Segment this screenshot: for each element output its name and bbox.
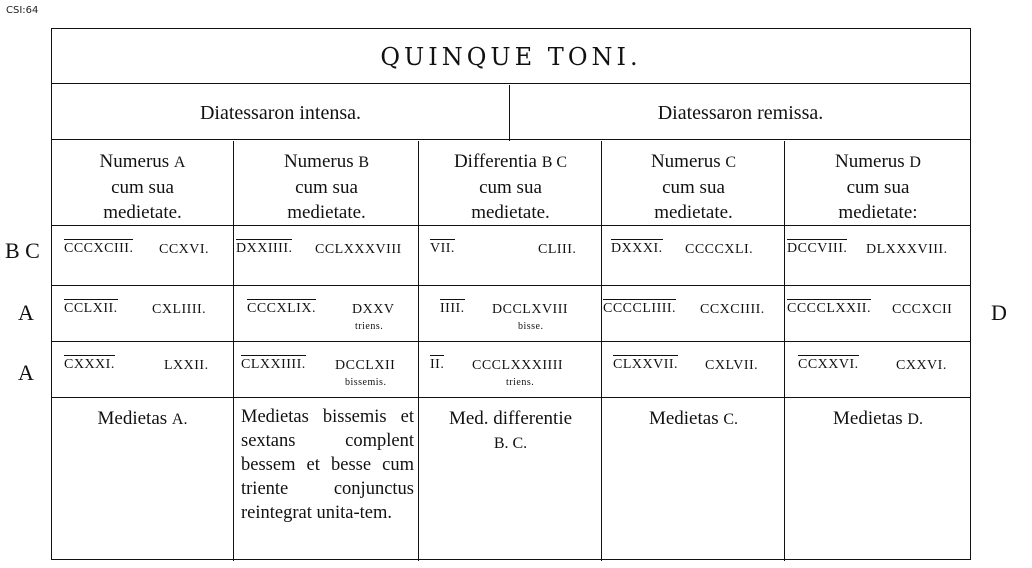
page-label: CSI:64 [6,5,39,16]
cell-fraction: bisse. [518,321,544,332]
medietas-c [603,399,784,561]
cell-number: DXXXI. [611,241,663,256]
col-head-word: Numerus [99,151,170,172]
table-cell [52,227,233,279]
table-title: QUINQUE TONI. [380,43,642,71]
medietas-letter: D. [907,411,923,428]
cell-half: CCCCXLI. [685,242,754,257]
table-cell [603,227,784,279]
cell-number: CCCXLIX. [247,301,316,316]
col-head-letter: B C [541,154,568,171]
divider [509,85,510,141]
cell-number: VII. [430,241,455,256]
cell-number: CLXXVII. [613,357,679,372]
table-cell [420,287,601,339]
subheader-intensa: Diatessaron intensa. [199,101,362,124]
cell-half: CCCXCII [892,302,953,317]
row-label-a-2: A [18,360,34,385]
divider [784,141,785,561]
column-header-c [603,141,784,227]
divider [601,141,602,561]
col-head-line2: cum sua [846,177,910,198]
cell-half: DLXXXVIII. [866,242,948,257]
row-label-bc: B C [5,238,40,263]
divider [52,397,970,398]
cell-half: CXLIIII. [152,302,207,317]
cell-half: CCXVI. [159,242,210,257]
cell-fraction: bissemis. [345,377,387,388]
col-head-letter: D [909,154,921,171]
row-label-d: D [991,300,1007,325]
cell-half: CCLXXXVIII [315,242,402,257]
table-cell [235,287,418,339]
col-head-line3: medietate. [287,202,366,223]
table-cell [786,343,970,395]
divider [233,141,234,561]
col-head-line2: cum sua [111,177,174,198]
col-head-letter: B [358,154,370,171]
subheader-remissa: Diatessaron remissa. [657,101,824,124]
cell-number: CCCCLXXII. [787,301,871,316]
column-header-bc [420,141,601,227]
col-head-line3: medietate. [654,202,733,223]
cell-half: CXLVII. [705,358,759,373]
col-head-word: Numerus [283,151,354,172]
cell-half: CCCLXXXIIII [472,358,564,373]
medietas-a [52,399,233,561]
cell-half: CLIII. [538,242,577,257]
medietas-b [235,399,418,561]
cell-half: DCCLXII [335,358,396,373]
medietas-d [786,399,970,561]
row-label-a-1: A [18,300,34,325]
cell-number: IIII. [440,301,465,316]
divider [418,141,419,561]
cell-half: DCCLXVIII [492,302,569,317]
cell-number: CXXXI. [64,357,115,372]
col-head-line3: medietate: [838,202,918,223]
cell-number: CCXXVI. [798,357,859,372]
table-cell [235,227,418,279]
cell-fraction: triens. [506,377,535,388]
divider [52,341,970,342]
col-head-word: Numerus [650,151,721,172]
cell-half: DXXV [352,302,395,317]
col-head-line2: cum sua [479,177,542,198]
col-head-letter: A [173,154,186,171]
cell-fraction: triens. [355,321,384,332]
col-head-line3: medietate. [103,202,182,223]
col-head-line2: cum sua [295,177,358,198]
table-cell [235,343,418,395]
column-header-a [52,141,233,227]
cell-number: II. [430,357,445,372]
col-head-letter: C [725,154,737,171]
column-header-b [235,141,418,227]
table-cell [420,343,601,395]
tones-table [51,28,971,560]
cell-half: LXXII. [164,358,209,373]
table-cell [52,287,233,339]
cell-number: CCCCLIIII. [603,301,677,316]
cell-number: CCCXCIII. [64,241,134,256]
cell-number: DXXIIII. [236,241,293,256]
medietas-letter: A. [171,411,188,428]
medietas-text: Med. differentie [448,408,573,429]
cell-number: CCLXII. [64,301,118,316]
cell-half: CCXCIIII. [700,302,765,317]
table-cell [603,343,784,395]
medietas-text: Medietas [97,408,168,429]
col-head-line2: cum sua [662,177,725,198]
medietas-text: Medietas bissemis et sextans complent bessem et besse cum triente conjunctus reintegrat unita-tem. [241,407,414,523]
cell-number: CLXXIIII. [241,357,306,372]
col-head-line3: medietate. [471,202,550,223]
table-cell [420,227,601,279]
divider [52,285,970,286]
table-cell [786,227,970,279]
cell-half: CXXVI. [896,358,947,373]
column-header-d [786,141,970,227]
table-cell [786,287,970,339]
table-cell [603,287,784,339]
table-cell [52,343,233,395]
medietas-text: Medietas [648,408,719,429]
medietas-bc [420,399,601,561]
medietas-text: Medietas [833,408,903,429]
cell-number: DCCVIII. [787,241,848,256]
col-head-word: Differentia [453,151,537,172]
col-head-word: Numerus [835,151,905,172]
medietas-letter: B. C. [493,435,528,452]
medietas-letter: C. [723,411,739,428]
